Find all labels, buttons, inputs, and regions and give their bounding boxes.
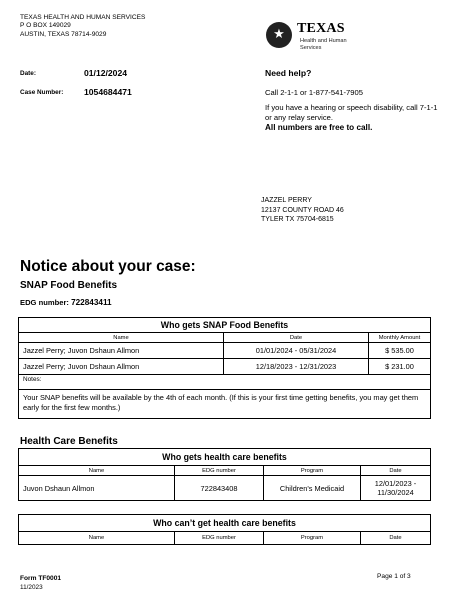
logo-subtitle: Health and Human Services (300, 38, 347, 51)
column-header-monthly-amount: Monthly Amount (369, 333, 431, 343)
program-title: SNAP Food Benefits (20, 280, 118, 291)
form-id (20, 575, 61, 592)
row-name: Jazzel Perry; Juvon Dshaun Allmon (19, 359, 224, 375)
row-date: 01/01/2024 - 05/31/2024 (224, 343, 369, 359)
page-number: Page 1 of 3 (377, 573, 411, 580)
health-cant-title: Who can’t get health care benefits (19, 515, 431, 532)
health-gets-title: Who gets health care benefits (19, 449, 431, 466)
column-header-date: Date (224, 333, 369, 343)
table-row (19, 476, 431, 501)
sender-address (20, 14, 145, 39)
edg-value: 722843411 (71, 298, 112, 307)
snap-table-title: Who gets SNAP Food Benefits (19, 318, 431, 333)
edg-number (20, 298, 112, 307)
column-header-program: Program (264, 466, 361, 476)
row-name: Juvon Dshaun Allmon (19, 476, 175, 501)
row-program: Children's Medicaid (264, 476, 361, 501)
notes-text: Your SNAP benefits will be available by the 4th of each month. (If this is your first time getting benefits, you may get them early for the first few months.) (19, 390, 431, 419)
help-disability: If you have a hearing or speech disability, call 7-1-1 or any relay service. (265, 103, 438, 122)
column-header-name: Name (19, 532, 175, 545)
date-value: 01/12/2024 (84, 68, 128, 78)
recipient-street: 12137 COUNTY ROAD 46 (261, 206, 344, 214)
column-header-date: Date (361, 466, 431, 476)
column-header-date: Date (361, 532, 431, 545)
help-info (265, 88, 445, 133)
recipient-address (261, 196, 344, 225)
case-number-value: 1054684471 (84, 87, 132, 97)
date-label: Date: (20, 70, 36, 77)
row-amount: $ 535.00 (369, 343, 431, 359)
sender-name: TEXAS HEALTH AND HUMAN SERVICES (20, 14, 146, 21)
help-call: Call 2-1-1 or 1-877-541-7905 (265, 88, 363, 97)
row-name: Jazzel Perry; Juvon Dshaun Allmon (19, 343, 224, 359)
health-care-heading: Health Care Benefits (20, 436, 118, 447)
help-free: All numbers are free to call. (265, 123, 373, 132)
form-number: Form TF0001 (20, 575, 62, 582)
case-number-label: Case Number: (20, 89, 64, 96)
sender-city: AUSTIN, TEXAS 78714-9029 (20, 30, 107, 38)
column-header-name: Name (19, 466, 175, 476)
column-header-edg: EDG number (175, 532, 264, 545)
column-header-name: Name (19, 333, 224, 343)
edg-label: EDG number: (20, 298, 69, 307)
notice-title: Notice about your case: (20, 258, 196, 275)
recipient-city: TYLER TX 75704-6815 (261, 216, 334, 224)
health-care-gets-table (18, 448, 431, 501)
snap-benefits-table (18, 317, 431, 419)
column-header-program: Program (264, 532, 361, 545)
row-edg: 722843408 (175, 476, 264, 501)
column-header-edg: EDG number (175, 466, 264, 476)
table-row (19, 359, 431, 375)
hhs-logo (266, 20, 366, 60)
logo-title: TEXAS (297, 21, 345, 36)
sender-po-box: P O BOX 149029 (20, 22, 71, 30)
row-date: 12/18/2023 - 12/31/2023 (224, 359, 369, 375)
row-date: 12/01/2023 - 11/30/2024 (361, 476, 431, 501)
texas-seal-icon (266, 22, 292, 48)
row-amount: $ 231.00 (369, 359, 431, 375)
notes-label: Notes: (19, 375, 431, 390)
recipient-name: JAZZEL PERRY (261, 197, 312, 204)
health-care-cant-get-table (18, 514, 431, 545)
table-row (19, 343, 431, 359)
form-date: 11/2023 (20, 583, 43, 591)
help-heading: Need help? (265, 68, 312, 78)
